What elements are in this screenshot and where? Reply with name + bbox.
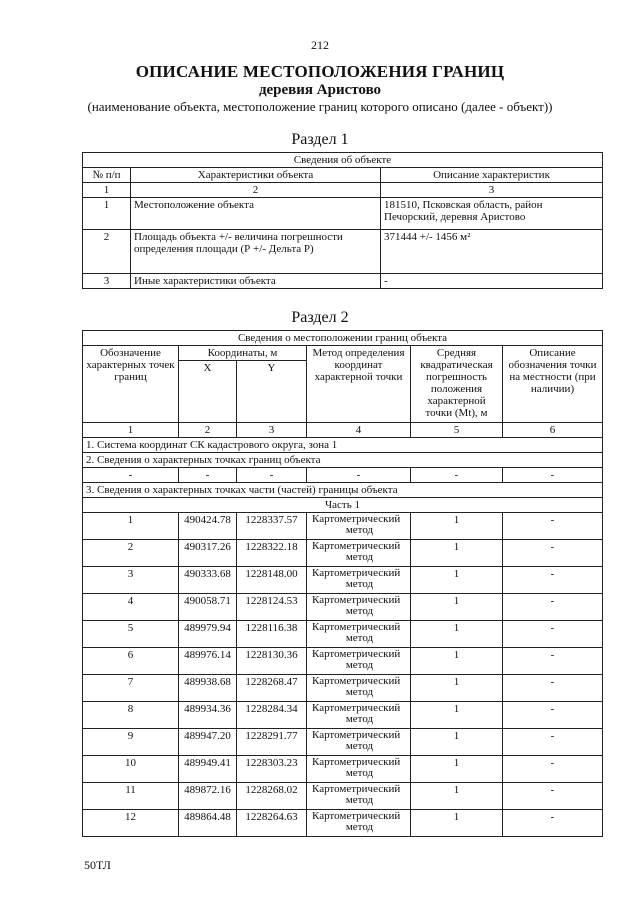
point-description: - xyxy=(503,810,603,837)
accuracy-value: 1 xyxy=(411,567,503,594)
table-row xyxy=(83,675,603,702)
method-cell xyxy=(307,567,411,594)
point-description: - xyxy=(503,702,603,729)
coordinate-y: 1228268.47 xyxy=(237,675,307,702)
method-line-1: Картометрический xyxy=(312,702,401,714)
table-row xyxy=(83,702,603,729)
object-info-table xyxy=(82,152,603,289)
method-cell xyxy=(307,729,411,756)
table-row xyxy=(83,729,603,756)
numbering-cell: 6 xyxy=(503,423,603,438)
coordinate-x: 490333.68 xyxy=(179,567,237,594)
point-description: - xyxy=(503,594,603,621)
point-description: - xyxy=(503,540,603,567)
method-line-1: Картометрический xyxy=(312,675,401,687)
header-y: Y xyxy=(237,361,307,423)
method-cell xyxy=(307,621,411,648)
coordinate-system-row: 1. Система координат СК кадастрового округа, зона 1 xyxy=(83,438,603,453)
boundary-points-row: 2. Сведения о характерных точках границ объекта xyxy=(83,453,603,468)
point-description: - xyxy=(503,513,603,540)
point-number: 3 xyxy=(83,567,179,594)
method-line-2: метод xyxy=(345,794,374,806)
page-number: 212 xyxy=(311,38,329,52)
characteristic-value: 181510, Псковская область, район Печорский, деревня Аристово xyxy=(381,198,603,230)
accuracy-value: 1 xyxy=(411,648,503,675)
point-number: 8 xyxy=(83,702,179,729)
header-description: Описание характеристик xyxy=(381,168,603,183)
method-cell xyxy=(307,810,411,837)
method-cell xyxy=(307,594,411,621)
header-method: Метод определения координат характерной точки xyxy=(307,346,411,423)
method-line-2: метод xyxy=(345,632,374,644)
method-line-2: метод xyxy=(345,578,374,590)
table-row xyxy=(83,540,603,567)
document-caption: (наименование объекта, местоположение границ которого описано (далее - объект)) xyxy=(87,99,553,114)
method-cell xyxy=(307,513,411,540)
point-number: 4 xyxy=(83,594,179,621)
point-number: 5 xyxy=(83,621,179,648)
point-number: 12 xyxy=(83,810,179,837)
table-row xyxy=(83,198,603,230)
accuracy-value: 1 xyxy=(411,729,503,756)
coordinate-y: 1228284.34 xyxy=(237,702,307,729)
dash-cell: - xyxy=(237,468,307,483)
point-description: - xyxy=(503,729,603,756)
numbering-cell: 2 xyxy=(131,183,381,198)
table-row xyxy=(83,756,603,783)
footer-mark: 50ТЛ xyxy=(84,858,111,872)
coordinate-y: 1228322.18 xyxy=(237,540,307,567)
header-number: № п/п xyxy=(83,168,131,183)
coordinate-y: 1228124.53 xyxy=(237,594,307,621)
coordinate-x: 490424.78 xyxy=(179,513,237,540)
coordinate-x: 489979.94 xyxy=(179,621,237,648)
coordinate-y: 1228264.63 xyxy=(237,810,307,837)
coordinate-x: 489938.68 xyxy=(179,675,237,702)
method-line-1: Картометрический xyxy=(312,648,401,660)
table-title: Сведения об объекте xyxy=(83,153,603,168)
numbering-cell: 1 xyxy=(83,183,131,198)
accuracy-value: 1 xyxy=(411,513,503,540)
method-line-1: Картометрический xyxy=(312,594,401,606)
part-label: Часть 1 xyxy=(83,498,603,513)
coordinate-x: 489864.48 xyxy=(179,810,237,837)
coordinate-x: 489934.36 xyxy=(179,702,237,729)
method-line-2: метод xyxy=(345,686,374,698)
characteristic-value: - xyxy=(381,274,603,289)
dash-cell: - xyxy=(307,468,411,483)
point-description: - xyxy=(503,783,603,810)
table-row xyxy=(83,594,603,621)
numbering-cell: 3 xyxy=(381,183,603,198)
header-characteristic: Характеристики объекта xyxy=(131,168,381,183)
table-row xyxy=(83,810,603,837)
accuracy-value: 1 xyxy=(411,756,503,783)
dash-cell: - xyxy=(503,468,603,483)
section-2-heading: Раздел 2 xyxy=(291,309,349,326)
points-body xyxy=(83,513,603,837)
characteristic-name: Иные характеристики объекта xyxy=(131,274,381,289)
dash-cell: - xyxy=(83,468,179,483)
coordinate-x: 489872.16 xyxy=(179,783,237,810)
method-cell xyxy=(307,648,411,675)
row-number: 1 xyxy=(83,198,131,230)
method-line-1: Картометрический xyxy=(312,783,401,795)
numbering-cell: 4 xyxy=(307,423,411,438)
section-1-heading: Раздел 1 xyxy=(291,131,349,148)
point-number: 10 xyxy=(83,756,179,783)
point-number: 1 xyxy=(83,513,179,540)
numbering-cell: 2 xyxy=(179,423,237,438)
method-line-2: метод xyxy=(345,551,374,563)
method-line-1: Картометрический xyxy=(312,756,401,768)
accuracy-value: 1 xyxy=(411,594,503,621)
point-number: 6 xyxy=(83,648,179,675)
method-cell xyxy=(307,783,411,810)
table-row xyxy=(83,230,603,274)
method-line-1: Картометрический xyxy=(312,513,401,525)
accuracy-value: 1 xyxy=(411,783,503,810)
coordinate-y: 1228148.00 xyxy=(237,567,307,594)
table-row xyxy=(83,783,603,810)
coordinate-y: 1228116.38 xyxy=(237,621,307,648)
point-description: - xyxy=(503,756,603,783)
coordinate-x: 489976.14 xyxy=(179,648,237,675)
header-description: Описание обозначения точки на местности (при наличии) xyxy=(503,346,603,423)
header-point: Обозначение характерных точек границ xyxy=(83,346,179,423)
numbering-cell: 1 xyxy=(83,423,179,438)
coordinate-y: 1228130.36 xyxy=(237,648,307,675)
table-row xyxy=(83,648,603,675)
document-subtitle: деревия Аристово xyxy=(258,82,382,98)
coordinate-x: 489949.41 xyxy=(179,756,237,783)
method-cell xyxy=(307,540,411,567)
method-line-1: Картометрический xyxy=(312,621,401,633)
accuracy-value: 1 xyxy=(411,675,503,702)
accuracy-value: 1 xyxy=(411,540,503,567)
coordinate-y: 1228291.77 xyxy=(237,729,307,756)
table-title: Сведения о местоположении границ объекта xyxy=(83,331,603,346)
method-cell xyxy=(307,702,411,729)
table-row xyxy=(83,274,603,289)
dash-cell: - xyxy=(411,468,503,483)
method-line-2: метод xyxy=(345,740,374,752)
numbering-cell: 5 xyxy=(411,423,503,438)
header-coordinates: Координаты, м xyxy=(179,346,307,361)
point-number: 11 xyxy=(83,783,179,810)
point-description: - xyxy=(503,567,603,594)
characteristic-name: Площадь объекта +/- величина погрешности определения площади (Р +/- Дельта Р) xyxy=(131,230,381,274)
accuracy-value: 1 xyxy=(411,810,503,837)
point-description: - xyxy=(503,648,603,675)
method-line-2: метод xyxy=(345,524,374,536)
characteristic-value: 371444 +/- 1456 м² xyxy=(381,230,603,274)
table-row xyxy=(83,621,603,648)
numbering-cell: 3 xyxy=(237,423,307,438)
method-line-2: метод xyxy=(345,605,374,617)
point-number: 9 xyxy=(83,729,179,756)
coordinate-x: 490058.71 xyxy=(179,594,237,621)
coordinate-x: 489947.20 xyxy=(179,729,237,756)
boundary-points-table xyxy=(82,330,603,837)
accuracy-value: 1 xyxy=(411,621,503,648)
coordinate-y: 1228337.57 xyxy=(237,513,307,540)
method-line-1: Картометрический xyxy=(312,540,401,552)
row-number: 3 xyxy=(83,274,131,289)
point-description: - xyxy=(503,621,603,648)
method-line-1: Картометрический xyxy=(312,810,401,822)
accuracy-value: 1 xyxy=(411,702,503,729)
point-number: 7 xyxy=(83,675,179,702)
method-line-1: Картометрический xyxy=(312,729,401,741)
method-line-2: метод xyxy=(345,767,374,779)
header-x: X xyxy=(179,361,237,423)
dash-cell: - xyxy=(179,468,237,483)
coordinate-y: 1228268.02 xyxy=(237,783,307,810)
point-description: - xyxy=(503,675,603,702)
table-row xyxy=(83,513,603,540)
method-line-2: метод xyxy=(345,713,374,725)
row-number: 2 xyxy=(83,230,131,274)
point-number: 2 xyxy=(83,540,179,567)
characteristic-name: Местоположение объекта xyxy=(131,198,381,230)
coordinate-x: 490317.26 xyxy=(179,540,237,567)
coordinate-y: 1228303.23 xyxy=(237,756,307,783)
method-line-1: Картометрический xyxy=(312,567,401,579)
parts-row: 3. Сведения о характерных точках части (частей) границы объекта xyxy=(83,483,603,498)
method-line-2: метод xyxy=(345,821,374,833)
method-cell xyxy=(307,756,411,783)
method-line-2: метод xyxy=(345,659,374,671)
table-row xyxy=(83,567,603,594)
header-accuracy: Средняя квадратическая погрешность положения характерной точки (Mt), м xyxy=(411,346,503,423)
document-title: ОПИСАНИЕ МЕСТОПОЛОЖЕНИЯ ГРАНИЦ xyxy=(135,62,505,81)
method-cell xyxy=(307,675,411,702)
